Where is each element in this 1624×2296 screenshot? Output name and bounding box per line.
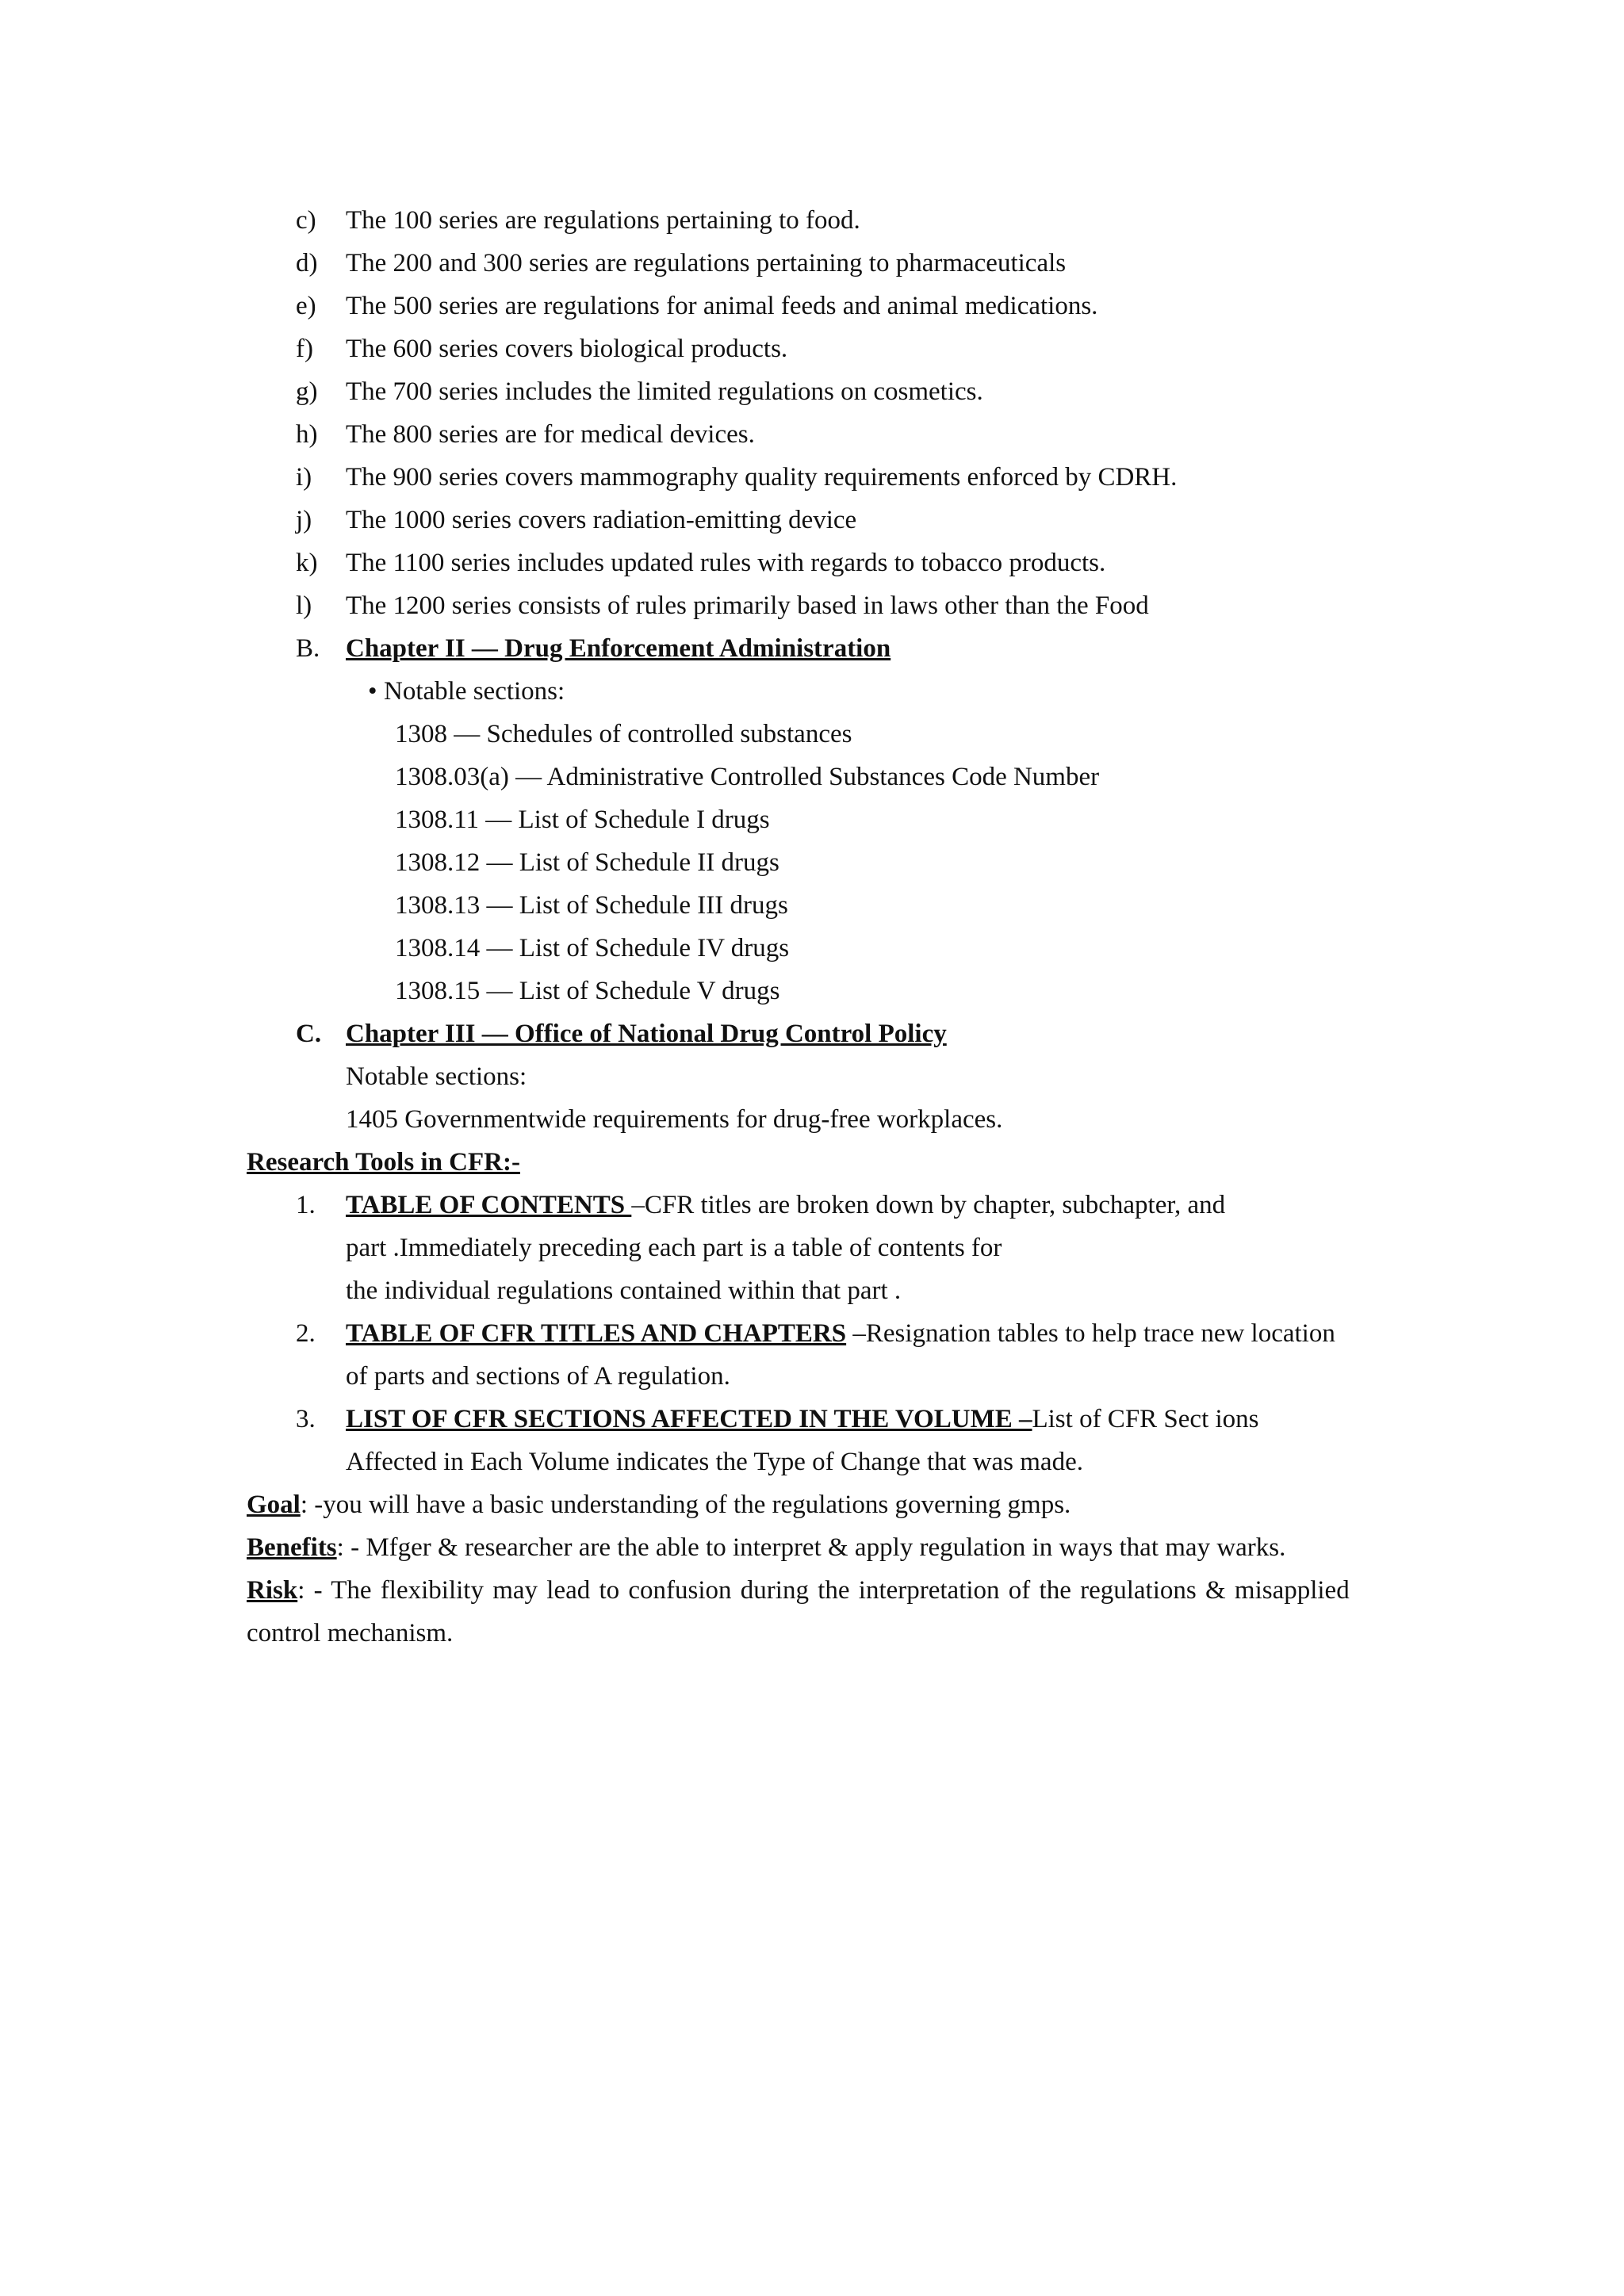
section-text: 1308.13 — List of Schedule III drugs [395, 891, 788, 920]
list-text: The 1000 series covers radiation-emitting device [346, 506, 857, 534]
risk-text: control mechanism. [247, 1619, 454, 1647]
chapter-marker: C. [296, 1020, 322, 1048]
item-text: of parts and sections of A regulation. [346, 1362, 730, 1391]
risk-label: Risk [247, 1576, 298, 1605]
bullet-icon: • [368, 677, 377, 706]
item-title: LIST OF CFR SECTIONS AFFECTED IN THE VOLUME – [346, 1405, 1032, 1433]
list-text: The 600 series covers biological products. [346, 335, 788, 363]
item-text: Affected in Each Volume indicates the Type of Change that was made. [346, 1448, 1083, 1476]
goal-label: Goal [247, 1490, 301, 1519]
list-marker: k) [296, 549, 318, 577]
risk-paragraph [247, 1575, 1383, 1606]
chapter-title: Chapter II — Drug Enforcement Administration [346, 634, 891, 663]
list-text: The 700 series includes the limited regulations on cosmetics. [346, 377, 983, 406]
list-text: The 200 and 300 series are regulations pertaining to pharmaceuticals [346, 249, 1067, 277]
list-marker: d) [296, 249, 318, 277]
list-marker: 1. [296, 1191, 316, 1219]
list-text: The 500 series are regulations for animal feeds and animal medications. [346, 292, 1098, 320]
section-text: 1308.14 — List of Schedule IV drugs [395, 934, 790, 962]
section-heading: Research Tools in CFR:- [247, 1148, 520, 1177]
list-text: The 1200 series consists of rules primarily based in laws other than the Food [346, 591, 1149, 620]
item-text: –Resignation tables to help trace new location [846, 1319, 1335, 1348]
chapter-title: Chapter III — Office of National Drug Control Policy [346, 1020, 947, 1048]
goal-text: : -you will have a basic understanding of the regulations governing gmps. [300, 1490, 1071, 1519]
list-marker: c) [296, 206, 316, 235]
list-marker: i) [296, 463, 312, 492]
benefits-label: Benefits [247, 1533, 337, 1562]
risk-text: : - The flexibility may lead to confusion during the interpretation of the regulations & misapplied [297, 1576, 1350, 1605]
item-text: the individual regulations contained within that part . [346, 1276, 902, 1305]
list-text: The 100 series are regulations pertaining to food. [346, 206, 860, 235]
benefits-paragraph [247, 1532, 1285, 1563]
list-marker: j) [296, 506, 312, 534]
item-title: TABLE OF CONTENTS [346, 1191, 632, 1219]
goal-paragraph [247, 1489, 1071, 1521]
item-text: part .Immediately preceding each part is a table of contents for [346, 1234, 1002, 1262]
list-marker: 2. [296, 1319, 316, 1348]
risk-continuation [247, 1617, 453, 1649]
list-text: The 900 series covers mammography quality requirements enforced by CDRH. [346, 463, 1178, 492]
section-text: 1405 Governmentwide requirements for drug-free workplaces. [346, 1105, 1003, 1134]
item-title: TABLE OF CFR TITLES AND CHAPTERS [346, 1319, 847, 1348]
section-text: 1308.11 — List of Schedule I drugs [395, 806, 770, 834]
section-text: 1308 — Schedules of controlled substances [395, 720, 852, 748]
list-text: The 1100 series includes updated rules with regards to tobacco products. [346, 549, 1106, 577]
list-marker: h) [296, 420, 318, 449]
list-marker: l) [296, 591, 312, 620]
list-text: The 800 series are for medical devices. [346, 420, 755, 449]
benefits-text: : - Mfger & researcher are the able to interpret & apply regulation in ways that may warks. [336, 1533, 1286, 1562]
item-text: –CFR titles are broken down by chapter, subchapter, and [631, 1191, 1226, 1219]
list-marker: e) [296, 292, 316, 320]
section-text: 1308.15 — List of Schedule V drugs [395, 977, 780, 1005]
item-text: List of CFR Sect ions [1032, 1405, 1259, 1433]
section-text: 1308.12 — List of Schedule II drugs [395, 848, 779, 877]
chapter-marker: B. [296, 634, 320, 663]
section-text: 1308.03(a) — Administrative Controlled Substances Code Number [395, 763, 1100, 791]
list-marker: f) [296, 335, 313, 363]
notable-label: Notable sections: [384, 677, 565, 706]
list-marker: g) [296, 377, 318, 406]
list-marker: 3. [296, 1405, 316, 1433]
notable-label: Notable sections: [346, 1062, 527, 1091]
